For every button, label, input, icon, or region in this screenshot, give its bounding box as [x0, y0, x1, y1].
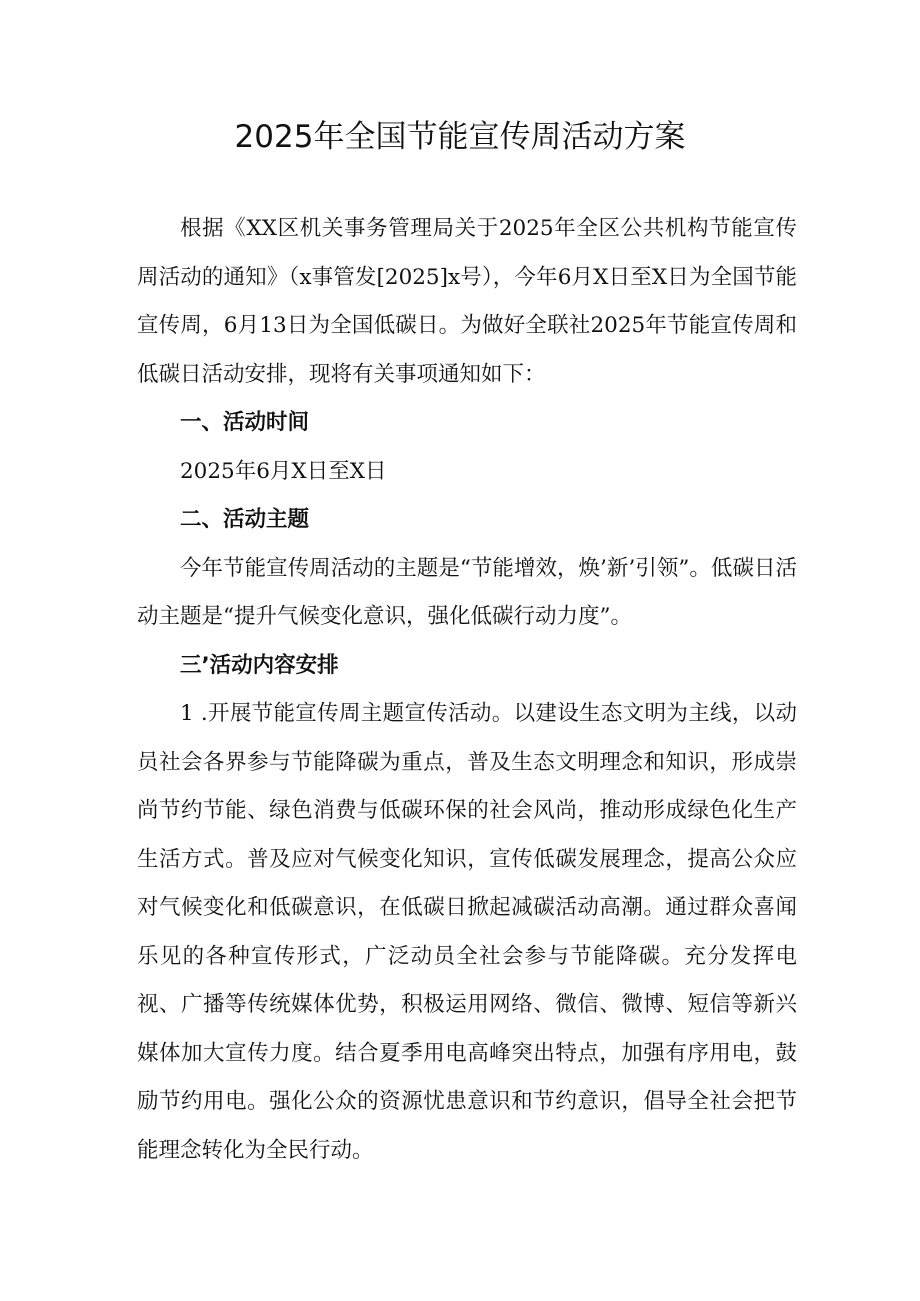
section-heading-content: 三’活动内容安排 [180, 652, 339, 678]
activity-theme-paragraph: 今年节能宣传周活动的主题是“节能增效，焕’新’引领”。低碳日活动主题是“提升气候变化意识，强化低碳行动力度”。 [137, 555, 797, 629]
section-heading-theme: 二、活动主题 [180, 507, 310, 532]
document-body [137, 205, 797, 1175]
activity-content-paragraph: 1 .开展节能宣传周主题宣传活动。以建设生态文明为主线，以动员社会各界参与节能降碳为重点，普及生态文明理念和知识，形成崇尚节约节能、绿色消费与低碳环保的社会风尚，推动形成绿色化生产生活方式。普及应对气候变化知识，宣传低碳发展理念，提高公众应对气候变化和低碳意识，在低碳日掀起减碳活动高潮。通过群众喜闻乐见的各种宣传形式，广泛动员全社会参与节能降碳。充分发挥电视、广播等传统媒体优势，积极运用网络、微信、微博、短信等新兴媒体加大宣传力度。结合夏季用电高峰突出特点，加强有序用电，鼓励节约用电。强化公众的资源忧患意识和节约意识，倡导全社会把节能理念转化为全民行动。 [137, 701, 797, 1163]
document-title: 2025年全国节能宣传周活动方案 [234, 119, 686, 155]
activity-time-paragraph: 2025年6月X日至X日 [180, 458, 387, 484]
section-heading-time: 一、活动时间 [180, 410, 310, 435]
intro-paragraph: 根据《XX区机关事务管理局关于2025年全区公共机构节能宣传周活动的通知》（x事管发[2025]x号），今年6月X日至X日为全国节能宣传周，6月13日为全国低碳日。为做好全联社2025年节能宣传周和低碳日活动安排，现将有关事项通知如下： [137, 216, 797, 387]
